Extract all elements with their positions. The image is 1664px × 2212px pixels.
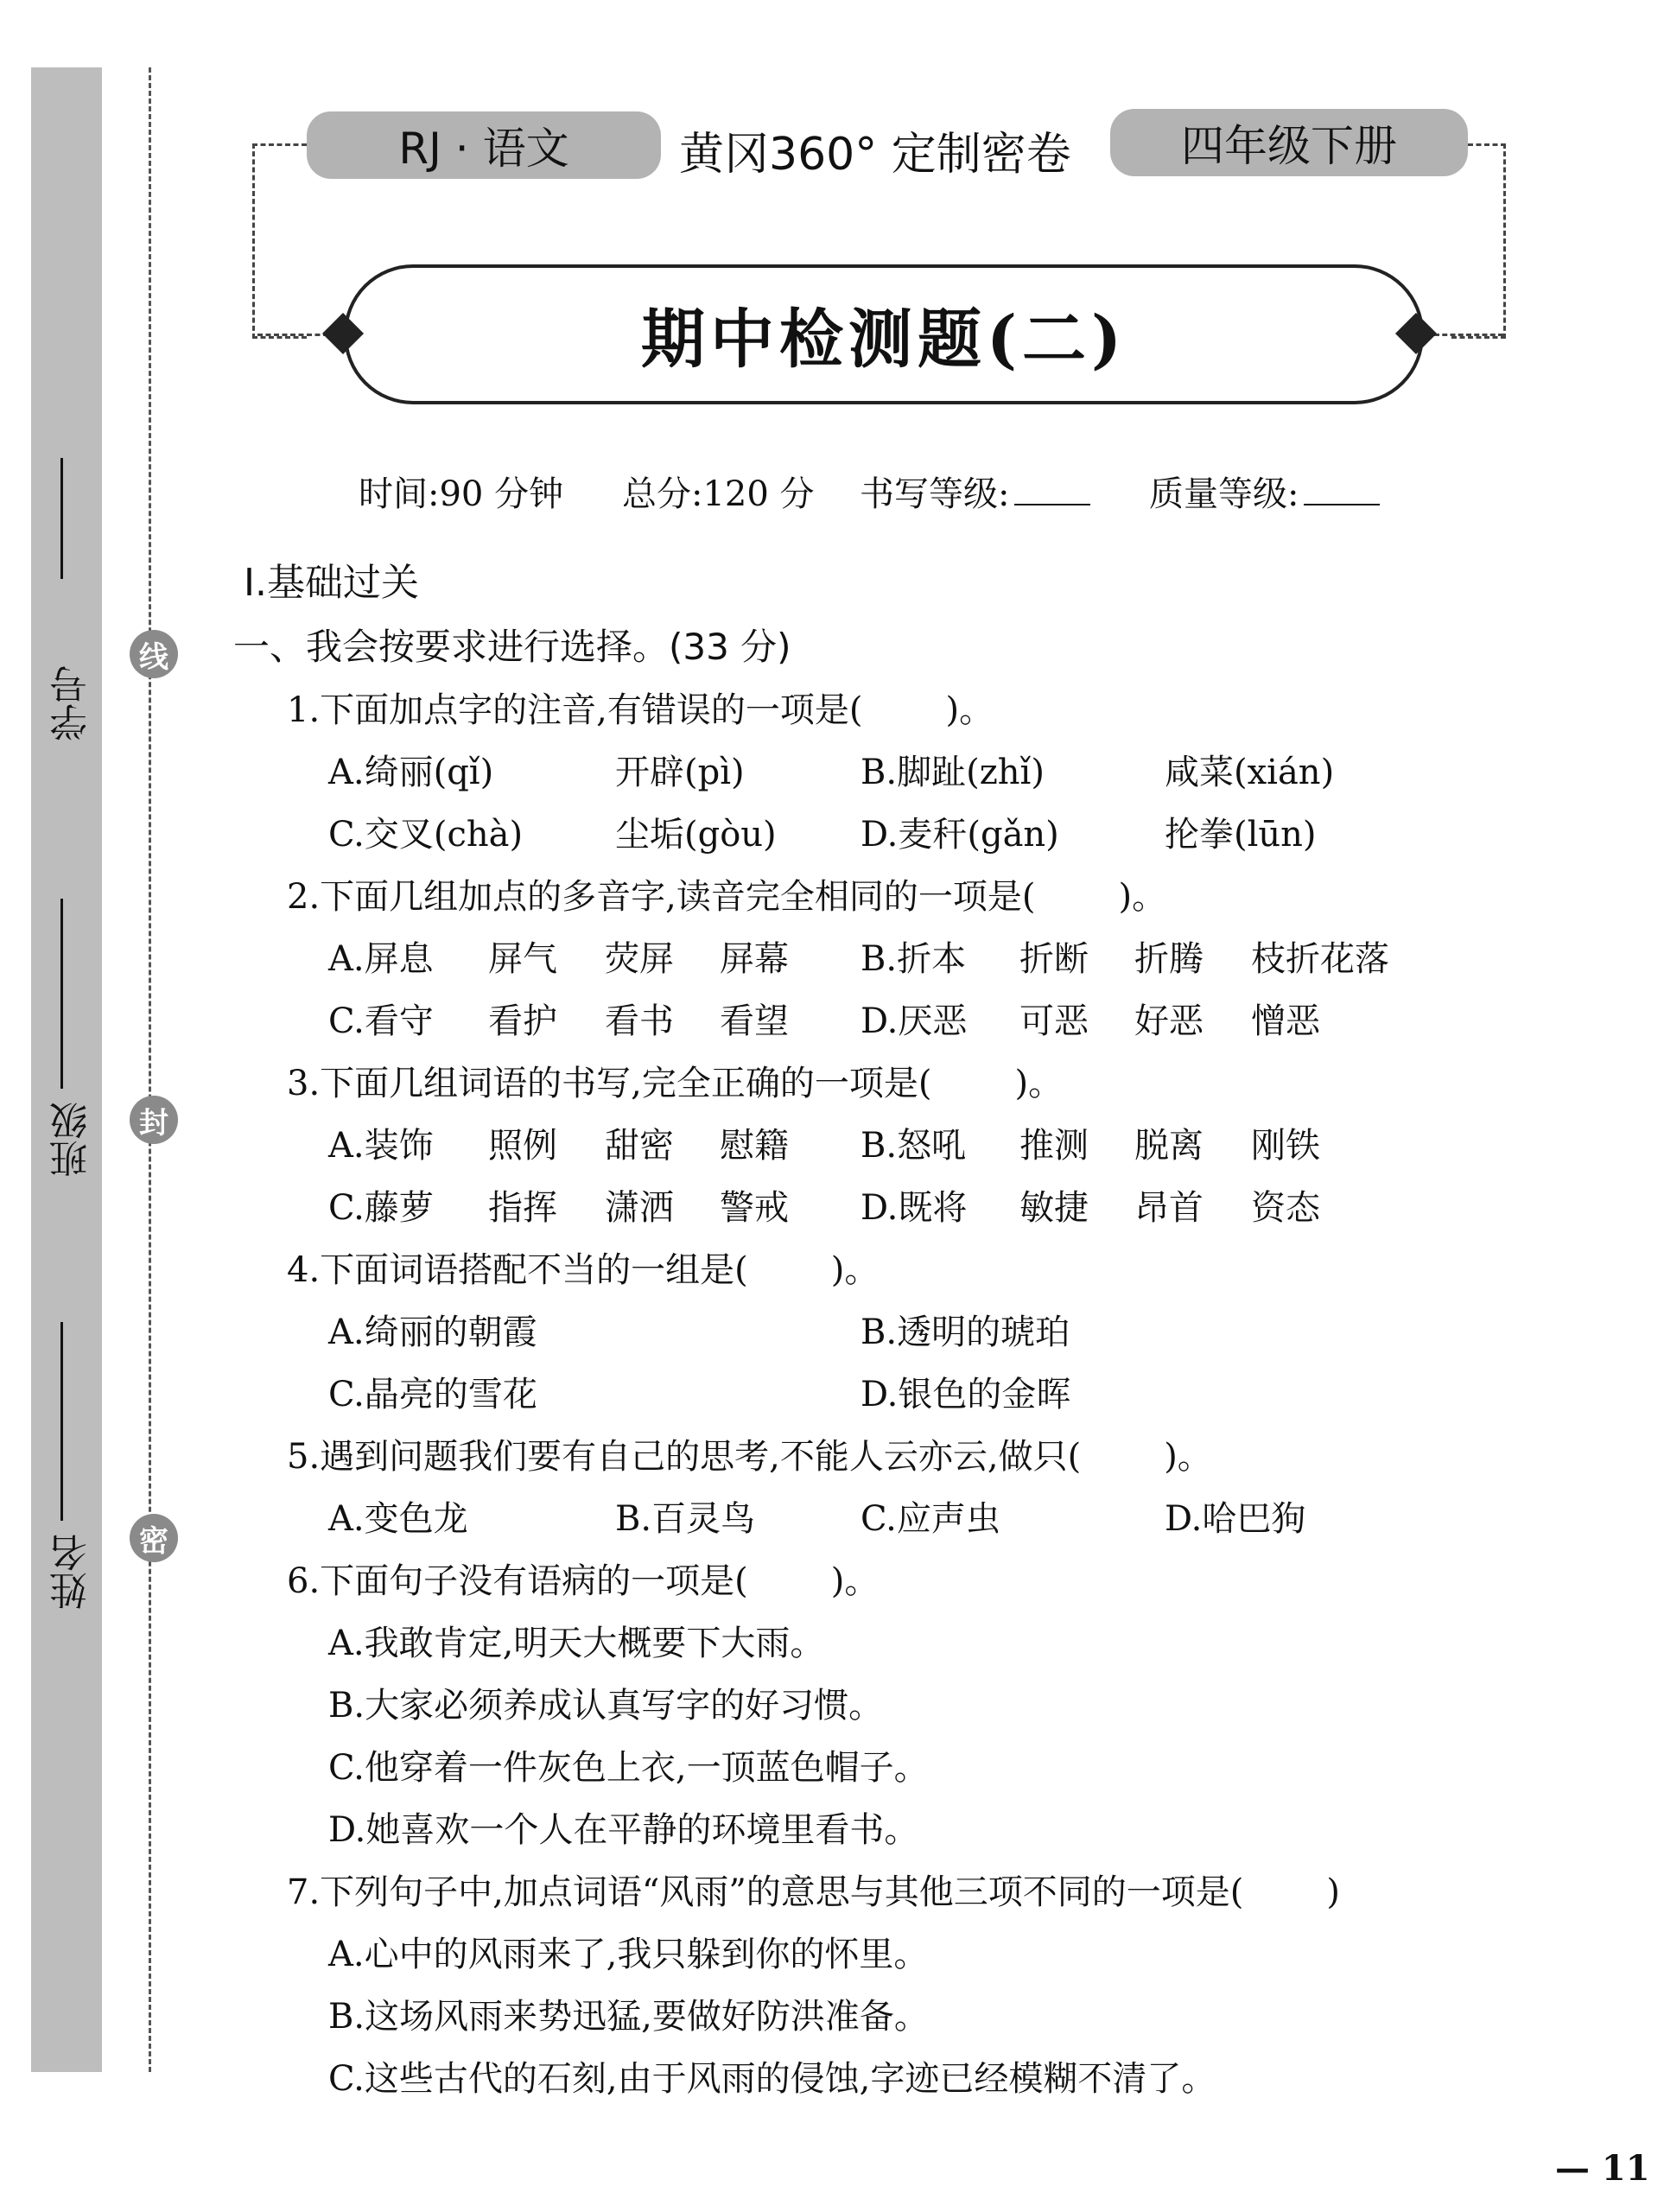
name-label: 姓名 (50, 1534, 94, 1610)
q3-option-d-1: D.既将 (861, 1188, 968, 1228)
q1-option-c1: C.交叉(chà) (328, 815, 524, 855)
q3-option-c-3: 潇洒 (605, 1188, 674, 1228)
q2-option-c-1: C.看守 (328, 1001, 434, 1041)
quality-grade: 质量等级: (1149, 467, 1380, 516)
q3-option-d-3: 昂首 (1134, 1188, 1204, 1228)
title-frame (344, 264, 1424, 404)
q5-option-b: B.百灵鸟 (615, 1499, 756, 1539)
q4-option-a: A.绮丽的朝霞 (328, 1313, 537, 1352)
header-bracket-left (252, 143, 307, 339)
q3-option-a-4: 慰籍 (720, 1126, 789, 1166)
q3-option-b-4: 刚铁 (1251, 1126, 1320, 1166)
cut-line (149, 67, 151, 2072)
q3-option-a-2: 照例 (488, 1126, 557, 1166)
q1-option-a1: A.绮丽(qǐ) (328, 753, 494, 792)
q3-option-a-3: 甜密 (605, 1126, 674, 1166)
q2-option-a-3: 荧屏 (605, 939, 674, 979)
q1-option-b2: 咸菜(xián) (1165, 753, 1335, 792)
question-2: 2.下面几组加点的多音字,读音完全相同的一项是( )。 (287, 877, 1167, 917)
title-dash-right (1434, 334, 1503, 336)
q3-option-d-2: 敏捷 (1019, 1188, 1089, 1228)
q2-option-b-2: 折断 (1019, 939, 1089, 979)
binding-strip (31, 67, 102, 2072)
section-heading: 一、我会按要求进行选择。(33 分) (233, 626, 791, 668)
q2-option-b-1: B.折本 (861, 939, 967, 979)
q5-option-d: D.哈巴狗 (1165, 1499, 1306, 1539)
title-dash-left (257, 334, 328, 336)
q3-option-b-1: B.怒吼 (861, 1126, 967, 1166)
page-number: — 11 (1555, 2148, 1650, 2189)
q3-option-c-1: C.藤萝 (328, 1188, 434, 1228)
q3-option-a-1: A.装饰 (328, 1126, 434, 1166)
header-bracket-right (1451, 143, 1506, 339)
q7-option-a: A.心中的风雨来了,我只躲到你的怀里。 (328, 1935, 929, 1974)
question-3: 3.下面几组词语的书写,完全正确的一项是( )。 (287, 1064, 1064, 1103)
q4-option-c: C.晶亮的雪花 (328, 1375, 537, 1414)
question-1: 1.下面加点字的注音,有错误的一项是( )。 (287, 690, 994, 730)
exam-time: 时间:90 分钟 (359, 474, 564, 514)
q1-option-b1: B.脚趾(zhǐ) (861, 753, 1045, 792)
q3-option-d-4: 资态 (1251, 1188, 1320, 1228)
question-4: 4.下面词语搭配不当的一组是( )。 (287, 1250, 880, 1290)
q2-option-b-3: 折腾 (1134, 939, 1204, 979)
seal-seal-badge: 封 (130, 1096, 178, 1144)
q1-option-d2: 抡拳(lūn) (1165, 815, 1317, 855)
q2-option-b-4: 枝折花落 (1251, 939, 1389, 979)
question-5: 5.遇到问题我们要有自己的思考,不能人云亦云,做只( )。 (287, 1437, 1212, 1477)
q2-option-a-1: A.屏息 (328, 939, 434, 979)
class-label: 班级 (50, 1102, 94, 1178)
q4-option-d: D.银色的金晖 (861, 1375, 1071, 1414)
seal-secret-badge: 密 (130, 1514, 178, 1562)
subject-badge: RJ · 语文 (307, 111, 661, 179)
question-6: 6.下面句子没有语病的一项是( )。 (287, 1561, 880, 1601)
page-title: 期中检测题(二) (640, 302, 1127, 377)
q3-option-b-3: 脱离 (1134, 1126, 1204, 1166)
grade-badge: 四年级下册 (1110, 109, 1468, 176)
seal-line-badge: 线 (130, 630, 178, 678)
q2-option-c-3: 看书 (605, 1001, 674, 1041)
q3-option-c-4: 警戒 (720, 1188, 789, 1228)
name-blank (60, 1322, 63, 1521)
q1-option-c2: 尘垢(gòu) (615, 815, 777, 855)
student-id-label: 学号 (50, 665, 94, 741)
q3-option-b-2: 推测 (1019, 1126, 1089, 1166)
question-7: 7.下列句子中,加点词语“风雨”的意思与其他三项不同的一项是( ) (287, 1872, 1340, 1912)
exam-total-score: 总分:120 分 (622, 474, 815, 514)
q7-option-b: B.这场风雨来势迅猛,要做好防洪准备。 (328, 1997, 929, 2037)
class-blank (60, 899, 63, 1089)
q5-option-c: C.应声虫 (861, 1499, 1000, 1539)
writing-grade: 书写等级: (860, 467, 1090, 516)
q2-option-d-4: 憎恶 (1251, 1001, 1320, 1041)
q6-option-a: A.我敢肯定,明天大概要下大雨。 (328, 1624, 825, 1663)
q1-option-d1: D.麦秆(gǎn) (861, 815, 1059, 855)
q2-option-a-4: 屏幕 (720, 939, 789, 979)
q7-option-c: C.这些古代的石刻,由于风雨的侵蚀,字迹已经模糊不清了。 (328, 2059, 1216, 2099)
q6-option-b: B.大家必须养成认真写字的好习惯。 (328, 1686, 884, 1726)
q2-option-c-2: 看护 (488, 1001, 557, 1041)
q2-option-d-2: 可恶 (1019, 1001, 1089, 1041)
brand-name: 黄冈360° 定制密卷 (679, 129, 1071, 181)
part-heading: Ⅰ.基础过关 (244, 561, 419, 605)
q5-option-a: A.变色龙 (328, 1499, 468, 1539)
q2-option-c-4: 看望 (720, 1001, 789, 1041)
q2-option-a-2: 屏气 (488, 939, 557, 979)
q3-option-c-2: 指挥 (488, 1188, 557, 1228)
q2-option-d-1: D.厌恶 (861, 1001, 968, 1041)
q2-option-d-3: 好恶 (1134, 1001, 1204, 1041)
q6-option-d: D.她喜欢一个人在平静的环境里看书。 (328, 1810, 919, 1850)
q6-option-c: C.他穿着一件灰色上衣,一顶蓝色帽子。 (328, 1748, 929, 1788)
q4-option-b: B.透明的琥珀 (861, 1313, 1070, 1352)
student-id-blank (60, 458, 63, 579)
q1-option-a2: 开辟(pì) (615, 753, 745, 792)
